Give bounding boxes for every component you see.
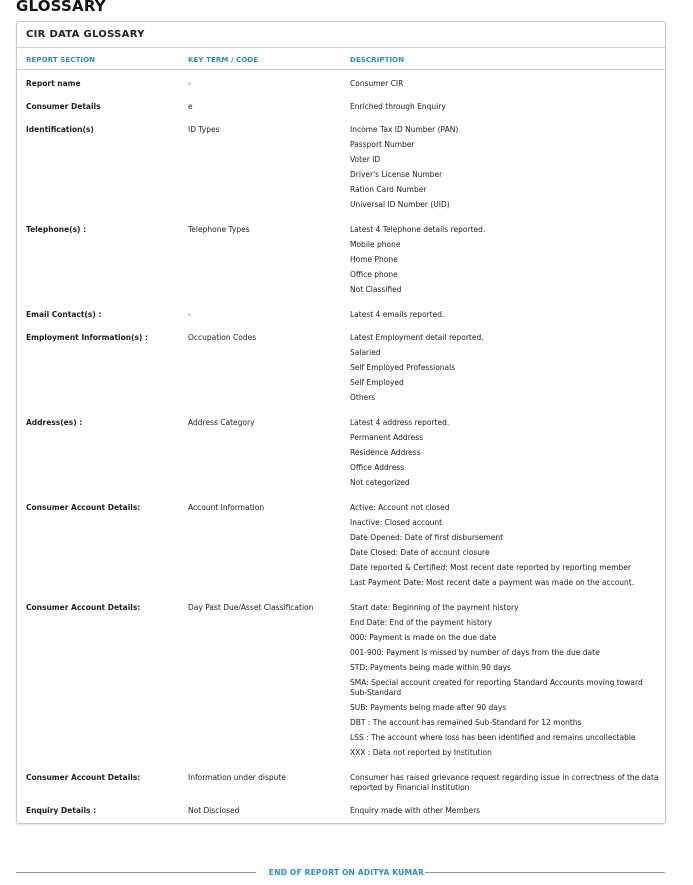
key-term-cell: Occupation Codes (188, 333, 257, 342)
description-line: XXX : Data not reported by Institution (350, 747, 492, 757)
report-section-cell: Email Contact(s) : (26, 310, 102, 319)
description-line: Date Closed: Date of account closure (350, 548, 490, 557)
description-line: Date reported & Certified: Most recent date reported by reporting member (350, 563, 631, 572)
description-line: Date Opened: Date of first disbursement (350, 533, 504, 542)
report-section-cell: Consumer Account Details: (26, 603, 141, 612)
key-term-cell: e (188, 102, 193, 111)
column-header-description: DESCRIPTION (350, 56, 405, 64)
key-term-cell: Not Disclosed (188, 806, 240, 815)
report-section-cell: Consumer Account Details: (26, 503, 141, 512)
key-term-cell: - (188, 79, 191, 88)
description-line: DBT : The account has remained Sub-Standard for 12 months (350, 717, 582, 727)
description-cell (350, 418, 662, 493)
report-section-cell: Telephone(s) : (26, 225, 87, 234)
description-cell (350, 102, 662, 117)
description-cell (350, 603, 662, 763)
description-cell (350, 125, 662, 215)
description-line: Driver's License Number (350, 170, 443, 179)
report-section-cell: Address(es) : (26, 418, 83, 427)
report-section-cell: Consumer Account Details: (26, 773, 141, 782)
description-line: Active: Account not closed (350, 503, 450, 512)
description-line: Home Phone (350, 255, 398, 264)
description-line: Others (350, 393, 376, 402)
description-line: Not categorized (350, 478, 410, 487)
description-line: Salaried (350, 348, 381, 357)
description-line: SUB: Payments being made after 90 days (350, 702, 507, 712)
report-section-cell: Enquiry Details : (26, 806, 97, 815)
page-title: GLOSSARY (16, 0, 106, 15)
description-line: Passport Number (350, 140, 415, 149)
description-line: Office Address (350, 463, 405, 472)
description-line: Last Payment Date: Most recent date a payment was made on the account. (350, 578, 635, 587)
column-header-section: REPORT SECTION (26, 56, 96, 64)
card-title: CIR DATA GLOSSARY (26, 29, 145, 40)
footer-rule-right (425, 872, 665, 873)
description-line: Start date: Beginning of the payment history (350, 603, 519, 612)
key-term-cell: ID Types (188, 125, 220, 134)
report-section-cell: Consumer Details (26, 102, 101, 111)
description-line: SMA: Special account created for reporting Standard Accounts moving toward Sub-Standard (350, 678, 643, 697)
description-line: Mobile phone (350, 240, 401, 249)
key-term-cell: Day Past Due/Asset Classification (188, 603, 314, 612)
description-line: STD: Payments being made within 90 days (350, 663, 511, 672)
description-line: Inactive: Closed account (350, 518, 443, 527)
title-divider (17, 47, 665, 48)
description-line: Income Tax ID Number (PAN) (350, 125, 459, 134)
description-cell (350, 225, 662, 300)
description-line: Consumer CIR (350, 79, 404, 88)
report-section-cell: Employment Information(s) : (26, 333, 149, 342)
description-line: Consumer has raised grievance request regarding issue in correctness of the data reported by Financial Institution (350, 773, 659, 792)
end-of-report-label: END OF REPORT ON ADITYA KUMAR (268, 868, 425, 877)
description-line: End Date: End of the payment history (350, 618, 493, 627)
description-line: Permanent Address (350, 433, 424, 442)
description-line: Not Classified (350, 285, 402, 294)
key-term-cell: Account Information (188, 503, 265, 512)
key-term-cell: Telephone Types (188, 225, 250, 234)
description-line: Self Employed Professionals (350, 363, 456, 372)
key-term-cell: Information under dispute (188, 773, 286, 782)
description-cell (350, 79, 662, 94)
description-line: Ration Card Number (350, 185, 427, 194)
description-line: Universal ID Number (UID) (350, 200, 450, 209)
column-header-key: KEY TERM / CODE (188, 56, 259, 64)
description-line: 001-900: Payment is missed by number of days from the due date (350, 648, 600, 657)
glossary-card (16, 21, 666, 824)
description-line: Residence Address (350, 448, 421, 457)
description-cell (350, 333, 662, 408)
description-line: Latest 4 address reported. (350, 418, 450, 427)
description-line: 000: Payment is made on the due date (350, 633, 497, 642)
description-line: LSS : The account where loss has been identified and remains uncollectable (350, 732, 636, 742)
description-cell (350, 503, 662, 593)
report-section-cell: Report name (26, 79, 81, 88)
key-term-cell: Address Category (188, 418, 255, 427)
description-cell (350, 806, 662, 821)
description-line: Voter ID (350, 155, 381, 164)
description-line: Self Employed (350, 378, 404, 387)
description-line: Enquiry made with other Members (350, 806, 481, 815)
description-line: Latest 4 Telephone details reported. (350, 225, 486, 234)
header-divider (17, 69, 665, 70)
description-line: Enriched through Enquiry (350, 102, 446, 111)
description-cell (350, 310, 662, 325)
description-line: Latest 4 emails reported. (350, 310, 445, 319)
key-term-cell: - (188, 310, 191, 319)
description-line: Latest Employment detail reported. (350, 333, 484, 342)
description-line: Office phone (350, 270, 398, 279)
description-cell (350, 773, 662, 798)
report-section-cell: Identification(s) (26, 125, 94, 134)
